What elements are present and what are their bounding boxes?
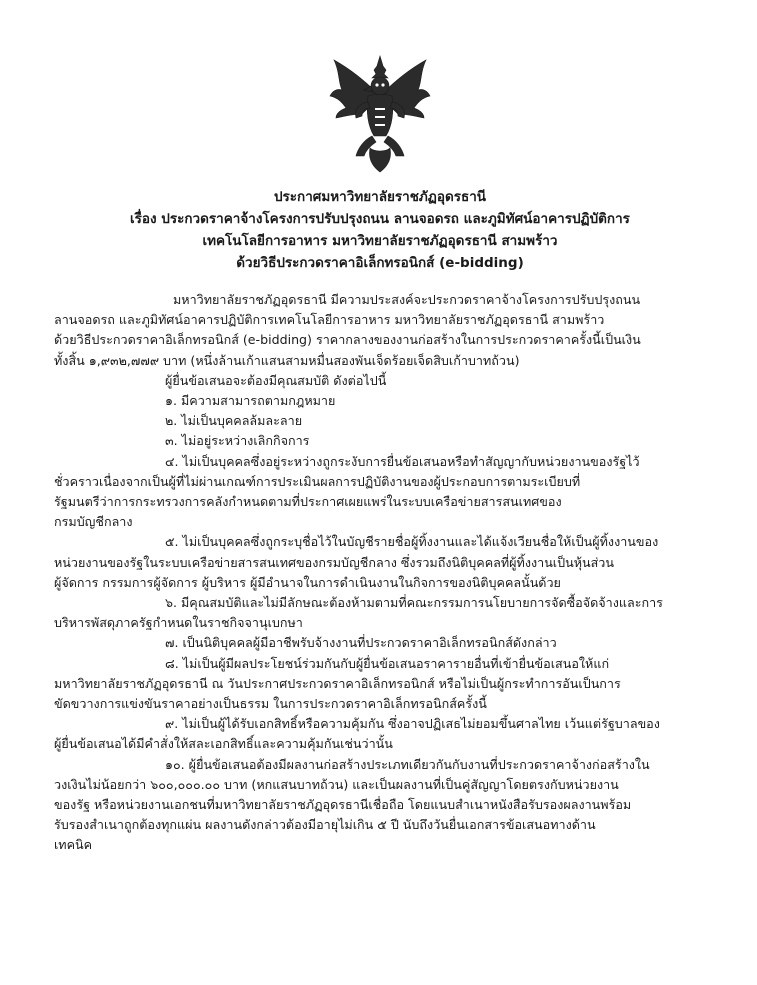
qualification-item: ๗. เป็นนิติบุคคลผู้มีอาชีพรับจ้างงานที่ประกวดราคาอิเล็กทรอนิกส์ดังกล่าว xyxy=(165,635,557,651)
intro-line: ทั้งสิ้น ๑,๙๓๒,๗๗๙ บาท (หนึ่งล้านเก้าแสนสามหมื่นสองพันเจ็ดร้อยเจ็ดสิบเก้าบาทถ้วน) xyxy=(54,352,520,368)
qualification-item: ๔. ไม่เป็นบุคคลซึ่งอยู่ระหว่างถูกระงับการยื่นข้อเสนอหรือทำสัญญากับหน่วยงานของรัฐไว้ xyxy=(165,453,640,469)
qualification-item-continued: วงเงินไม่น้อยกว่า ๖๐๐,๐๐๐.๐๐ บาท (หกแสนบาทถ้วน) และเป็นผลงานที่เป็นคู่สัญญาโดยตรงกับหน่วยงาน xyxy=(54,776,619,792)
qualification-item-continued: ขัดขวางการแข่งขันราคาอย่างเป็นธรรม ในการประกวดราคาอิเล็กทรอนิกส์ครั้งนี้ xyxy=(54,696,487,712)
intro-line: ด้วยวิธีประกวดราคาอิเล็กทรอนิกส์ (e-bidding) ราคากลางของงานก่อสร้างในการประกวดราคาครั้งนี้เป็นเงิน xyxy=(54,332,641,348)
announcement-heading xyxy=(60,186,700,274)
qualification-item-continued: บริหารพัสดุภาครัฐกำหนดในราชกิจจานุเบกษา xyxy=(54,615,303,631)
qualification-item-continued: กรมบัญชีกลาง xyxy=(54,514,133,530)
qualification-item-continued: ผู้ยื่นข้อเสนอได้มีคำสั่งให้สละเอกสิทธิ์และความคุ้มกันเช่นว่านั้น xyxy=(54,736,393,752)
heading-line-2: เรื่อง ประกวดราคาจ้างโครงการปรับปรุงถนน ลานจอดรถ และภูมิทัศน์อาคารปฏิบัติการ xyxy=(130,211,630,227)
qualification-item: ๘. ไม่เป็นผู้มีผลประโยชน์ร่วมกันกับผู้ยื่นข้อเสนอราคารายอื่นที่เข้ายื่นข้อเสนอให้แก่ xyxy=(165,655,610,671)
qualification-item: ๑๐. ผู้ยื่นข้อเสนอต้องมีผลงานก่อสร้างประเภทเดียวกันกับงานที่ประกวดราคาจ้างก่อสร้างใน xyxy=(165,756,650,772)
qualification-item-continued: รับรองสำเนาถูกต้องทุกแผ่น ผลงานดังกล่าวต้องมีอายุไม่เกิน ๕ ปี นับถึงวันยื่นเอกสารข้อเสนอทางด้าน xyxy=(54,817,596,833)
qualification-item-continued: หน่วยงานของรัฐในระบบเครือข่ายสารสนเทศของกรมบัญชีกลาง ซึ่งรวมถึงนิติบุคคลที่ผู้ทิ้งงานเป็นหุ้นส่วน xyxy=(54,554,614,570)
qualification-item: ๓. ไม่อยู่ระหว่างเลิกกิจการ xyxy=(165,433,310,449)
qualification-item: ๒. ไม่เป็นบุคคลล้มละลาย xyxy=(165,413,303,429)
qualifications-intro: ผู้ยื่นข้อเสนอจะต้องมีคุณสมบัติ ดังต่อไปนี้ xyxy=(165,372,387,388)
qualification-item-continued: ของรัฐ หรือหน่วยงานเอกชนที่มหาวิทยาลัยราชภัฏอุดรธานีเชื่อถือ โดยแนบสำเนาหนังสือรับรองผลงานพร้อม xyxy=(54,797,632,813)
announcement-body xyxy=(54,290,698,856)
qualification-item-continued: รัฐมนตรีว่าการกระทรวงการคลังกำหนดตามที่ประกาศเผยแพร่ในระบบเครือข่ายสารสนเทศของ xyxy=(54,494,562,510)
qualification-item: ๙. ไม่เป็นผู้ได้รับเอกสิทธิ์หรือความคุ้มกัน ซึ่งอาจปฏิเสธไม่ยอมขึ้นศาลไทย เว้นแต่รัฐบาลของ xyxy=(165,716,660,732)
qualification-item-continued: เทคนิค xyxy=(54,837,93,853)
heading-line-3: เทคโนโลยีการอาหาร มหาวิทยาลัยราชภัฏอุดรธานี สามพร้าว xyxy=(202,233,558,249)
intro-line: มหาวิทยาลัยราชภัฏอุดรธานี มีความประสงค์จะประกวดราคาจ้างโครงการปรับปรุงถนน xyxy=(173,292,641,307)
qualification-item: ๖. มีคุณสมบัติและไม่มีลักษณะต้องห้ามตามที่คณะกรรมการนโยบายการจัดซื้อจัดจ้างและการ xyxy=(165,595,663,611)
qualification-item: ๕. ไม่เป็นบุคคลซึ่งถูกระบุชื่อไว้ในบัญชีรายชื่อผู้ทิ้งงานและได้แจ้งเวียนชื่อให้เป็นผู้ทิ้งงานของ xyxy=(165,534,659,550)
qualification-item-continued: ชั่วคราวเนื่องจากเป็นผู้ที่ไม่ผ่านเกณฑ์การประเมินผลการปฏิบัติงานของผู้ประกอบการตามระเบียบที่ xyxy=(54,473,581,489)
heading-line-1: ประกาศมหาวิทยาลัยราชภัฏอุดรธานี xyxy=(273,189,487,205)
qualification-item: ๑. มีความสามารถตามกฎหมาย xyxy=(165,393,336,409)
heading-line-4: ด้วยวิธีประกวดราคาอิเล็กทรอนิกส์ (e-bidding) xyxy=(236,255,524,271)
intro-line: ลานจอดรถ และภูมิทัศน์อาคารปฏิบัติการเทคโนโลยีการอาหาร มหาวิทยาลัยราชภัฏอุดรธานี สามพร้าว xyxy=(54,312,605,328)
qualification-item-continued: มหาวิทยาลัยราชภัฏอุดรธานี ณ วันประกาศประกวดราคาอิเล็กทรอนิกส์ หรือไม่เป็นผู้กระทำการอันเป็นการ xyxy=(54,675,621,691)
garuda-emblem-icon xyxy=(328,52,432,174)
qualification-item-continued: ผู้จัดการ กรรมการผู้จัดการ ผู้บริหาร ผู้มีอำนาจในการดำเนินงานในกิจการของนิติบุคคลนั้นด้วย xyxy=(54,574,561,590)
